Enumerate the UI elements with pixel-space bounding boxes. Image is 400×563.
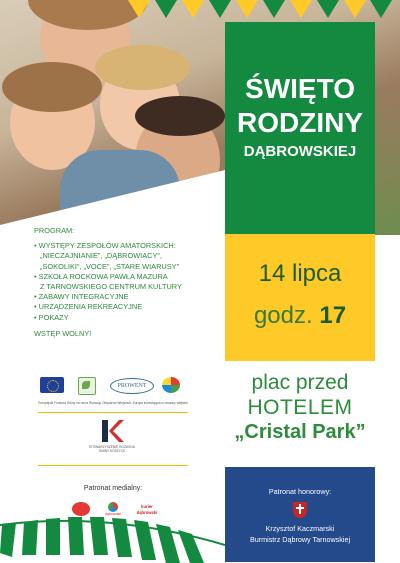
time-value: 17 (319, 302, 347, 329)
venue-line-3: „Cristal Park” (234, 421, 366, 443)
father-hair (135, 96, 225, 136)
media-logo-3: kurier dąbrowski (136, 504, 158, 515)
bunting-flag (128, 0, 150, 18)
date-panel (225, 234, 375, 361)
media-label: Patronat medialny: (83, 485, 143, 492)
title-line-2: RODZINY (237, 107, 363, 138)
k-logo (88, 420, 136, 460)
leader-logo-icon (78, 377, 96, 395)
coat-of-arms-icon (293, 502, 307, 518)
sponsor-logos (38, 375, 188, 415)
bunting-flag (155, 0, 177, 18)
venue-line-2: HOTELEM (247, 396, 353, 419)
honorary-patronage (225, 467, 375, 562)
program-item: „SOKOLIKI”, „VOCE”, „STARE WIARUSY” (40, 261, 180, 271)
bunting-flag (236, 0, 258, 18)
program-item: Z TARNOWSKIEGO CENTRUM KULTURY (40, 282, 182, 292)
program-item: • URZĄDZENIA REKREACYJNE (34, 302, 143, 312)
program-heading: PROGRAM: (34, 226, 75, 235)
time-text (225, 302, 375, 330)
bunting-flag (182, 0, 204, 18)
bunting-flag (263, 0, 285, 18)
honorary-name: Krzysztof Kaczmarski (265, 524, 335, 533)
media-logo-2-text: dąbrowski (105, 512, 121, 516)
title-line-3: DĄBROWSKIEJ (243, 143, 357, 160)
program-item: • WYSTĘPY ZESPOŁÓW AMATORSKICH: (34, 241, 176, 251)
prow-logo-icon (162, 377, 180, 393)
title-panel (225, 22, 375, 234)
program-item: „NIECZAJNIANIE”, „DĄBROWIACY”, (40, 251, 162, 261)
program-list (34, 226, 214, 339)
venue (225, 370, 375, 445)
k-logo-icon (100, 420, 124, 442)
bunting-flag (344, 0, 366, 18)
honorary-role: Burmistrz Dąbrowy Tarnowskiej (249, 535, 351, 544)
program-item: • ZABAWY INTEGRACYJNE (34, 292, 129, 302)
divider-2 (38, 465, 188, 466)
bunting-flag (317, 0, 339, 18)
honorary-label: Patronat honorowy: (268, 487, 332, 496)
bunting-flag (209, 0, 231, 18)
time-prefix: godz. (253, 302, 313, 329)
eu-caption: Europejski Fundusz Rolny na rzecz Rozwoju Obszarów Wiejskich: Europa inwestująca w obszary wiejskie (38, 401, 188, 405)
program-item: • POKAZY (34, 312, 69, 322)
title-line-1: ŚWIĘTO (245, 73, 355, 104)
boy-hair (95, 45, 190, 90)
eu-flag-icon (40, 377, 64, 393)
girl-hair (2, 62, 102, 112)
free-entry: WSTĘP WOLNY! (34, 328, 92, 338)
bunting-flag (290, 0, 312, 18)
bottom-bunting (0, 505, 225, 563)
divider-1 (38, 412, 188, 413)
prowent-logo: PROWENT (110, 378, 154, 394)
k-caption: STOWARZYSZENIE ROZWOJU GMINY KOSZYCE (88, 445, 136, 453)
venue-line-1: plac przed (251, 371, 349, 394)
program-item: • SZKOŁA ROCKOWA PAWŁA MAZURA (34, 271, 168, 281)
date-text: 14 lipca (258, 260, 342, 287)
bunting-flag (370, 0, 392, 18)
